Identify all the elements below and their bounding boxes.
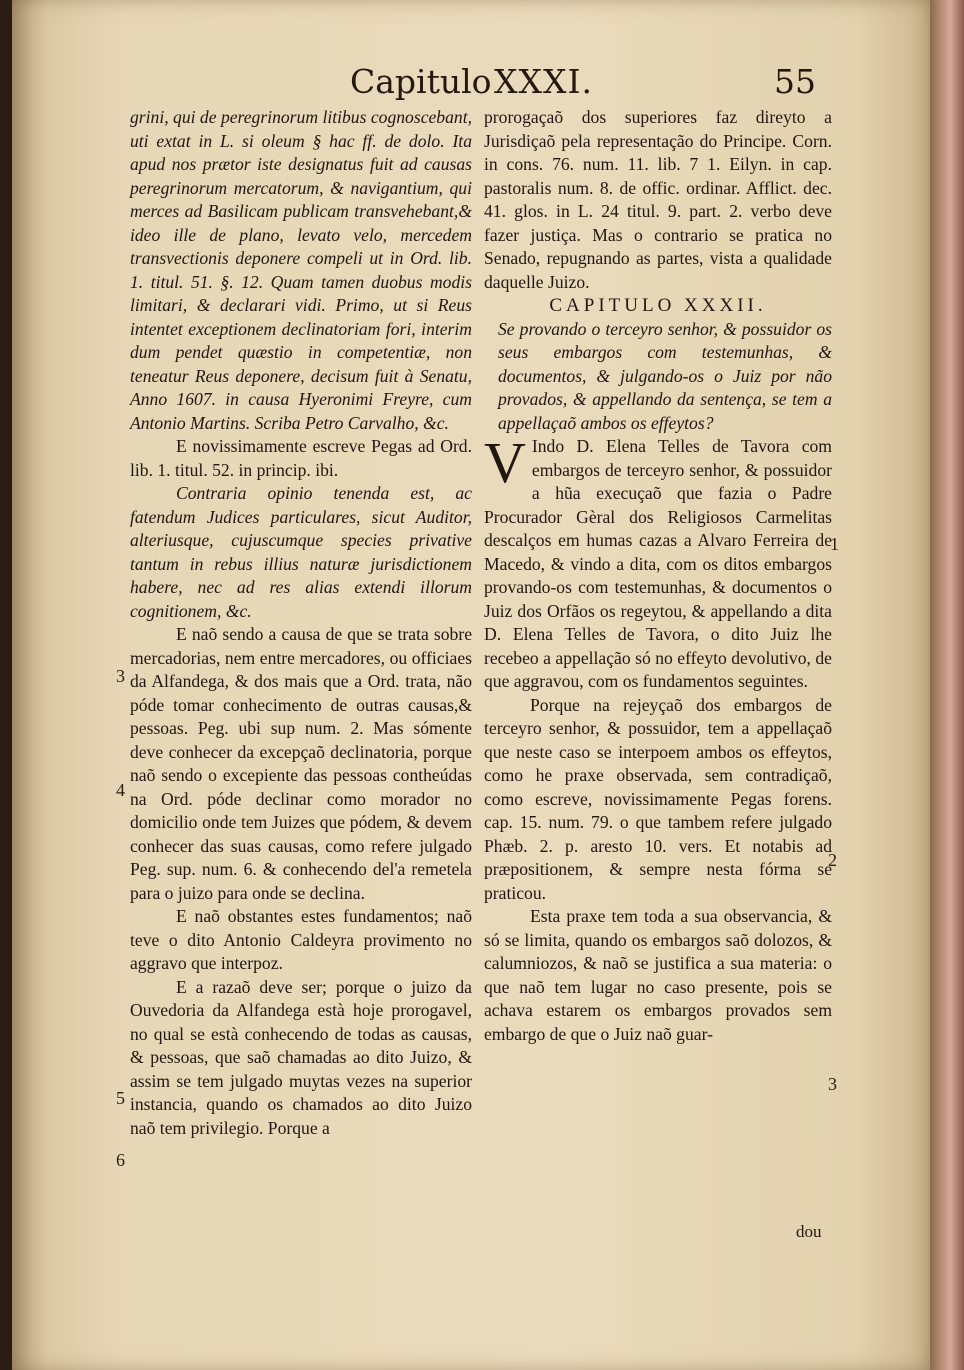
left-paragraph-1: grini, qui de peregrinorum litibus cognoscebant, uti extat in L. si oleum § hac ff. de dolo. Ita apud nos prætor iste designatus fuit ad causas peregrinorum mercatorum, & navigantium, qui merces ad Basilicam publicam transvehebant,& ideo ille de plano, levato velo, mercedem transvectionis deponere compeli ut in Ord. lib. 1. titul. 51. §. 12. Quam tamen duobus modis limitari, & declarari vidi. Primo, ut si Reus intentet exceptionem declinatoriam fori, interim dum pendet quæstio in competentiæ, non teneatur Reus deponere, decisum fuit à Senatu, Anno 1607. in causa Hyeronimi Freyre, cum Antonio Martins. Scriba Petro Carvalho, &c. <box>130 107 472 433</box>
left-paragraph-2: E novissimamente escreve Pegas ad Ord. lib. 1. titul. 52. in princip. ibi. <box>130 436 472 480</box>
margin-number-4: 4 <box>116 780 125 800</box>
right-paragraph-3: Porque na rejeyçaõ dos embargos de terceyro senhor, & possuidor, tem a appellaçaõ que neste caso se interpoem ambos os effeytos, como he praxe observada, sem contradiçaõ, como escreve, novissimamente Pegas forens. cap. 15. num. 79. o que tambem refere julgado Phæb. 2. p. aresto 10. vers. Et notabis ad præpositionem, & sempre nesta fórma se praticou. <box>484 694 832 903</box>
margin-number-r1: 1 <box>830 534 839 554</box>
margin-number-6: 6 <box>116 1150 125 1170</box>
page-edge <box>930 0 964 1370</box>
margin-number-r2: 2 <box>828 850 837 870</box>
margin-number-3: 3 <box>116 666 125 686</box>
drop-capital: V <box>484 430 526 495</box>
left-column <box>130 106 472 1140</box>
right-paragraph-2 <box>484 430 832 694</box>
catchword: dou <box>796 1222 822 1241</box>
book-page <box>12 0 930 1370</box>
margin-number-r3: 3 <box>828 1074 837 1094</box>
right-column <box>484 106 832 1046</box>
left-quotation: Contraria opinio tenenda est, ac fatendum Judices particulares, sicut Auditor, alteriusque, cujuscumque species privative tantum in rebus illius naturæ jurisdictionem habere, nec ad res alias extendi illorum cognitionem, &c. <box>130 483 472 621</box>
right-paragraph-1: prorogaçaõ dos superiores faz direyto a Jurisdiçaõ pela representação do Principe. Corn. in cons. 76. num. 11. lib. 7 1. Eilyn. in cap. pastoralis num. 8. de offic. ordinar. Afflict. dec. 41. glos. in L. 24 titul. 9. part. 2. verbo deve fazer justiça. Mas o contrario se pratica no Senado, repugnando as partes, vista a qualidade daquelle Juizo. <box>484 107 832 292</box>
running-head-title: Capitulo <box>350 62 492 101</box>
left-paragraph-5: E naõ obstantes estes fundamentos; naõ teve o dito Antonio Caldeyra provimento no aggravo que interpoz. <box>130 906 472 973</box>
chapter-heading: CAPITULO XXXII. <box>549 295 767 316</box>
left-paragraph-4: E naõ sendo a causa de que se trata sobre mercadorias, nem entre mercadores, ou officiaes da Alfandega, & dos mais que a Ord. trata, não póde tomar conhecimento de outras causas,& pessoas. Peg. ubi sup num. 2. Mas sómente deve conhecer da excepçaõ declinatoria, porque naõ sendo o excepiente das pessoas contheúdas na Ord. póde declinar como morador no domicilio onde tem Juizes que pódem, & devem conhecer das suas causas, como refere julgado Peg. sup. num. 6. & conhecendo del'a remetela para o juizo para onde se declina. <box>130 624 472 903</box>
left-paragraph-6: E a razaõ deve ser; porque o juizo da Ouvedoria da Alfandega està hoje prorogavel, no qual se està conhecendo de todas as causas, & pessoas, que saõ chamadas ao dito Juizo, & assim se tem julgado muytas vezes na superior instancia, quando os chamados ao dito Juizo naõ tem privilegio. Porque a <box>130 976 472 1138</box>
running-head-chapter-number: XXXI. <box>494 62 594 101</box>
chapter-summary: Se provando o terceyro senhor, & possuidor os seus embargos com testemunhas, & documentos, & julgando-os o Juiz por não provados, & appellando da sentença, se tem a appellaçaõ ambos os effeytos? <box>498 318 832 433</box>
page-number: 55 <box>774 62 816 101</box>
margin-number-5: 5 <box>116 1088 125 1108</box>
right-paragraph-2-text: Indo D. Elena Telles de Tavora com embargos de terceyro senhor, & possuidor a hũa execuçaõ que fazia o Padre Procurador Gèral dos Religiosos Carmelitas descalços em humas cazas a Alvaro Ferreira de Macedo, & vindo a dita, com os ditos embargos provando-os com testemunhas, & documentos o Juiz dos Orfãos os regeytou, & appellando a dita D. Elena Telles de Tavora, o dito Juiz lhe recebeo a appellação só no effeyto devolutivo, de que aggravou, com os fundamentos seguintes. <box>484 436 832 691</box>
right-paragraph-4: Esta praxe tem toda a sua observancia, & só se limita, quando os embargos saõ dolozos, & calumniozos, & naõ se justifica a sua materia: o que naõ tem lugar no caso presente, pois se achava estarem os embargos provados sem embargo de que o Juiz naõ guar- <box>484 906 832 1044</box>
